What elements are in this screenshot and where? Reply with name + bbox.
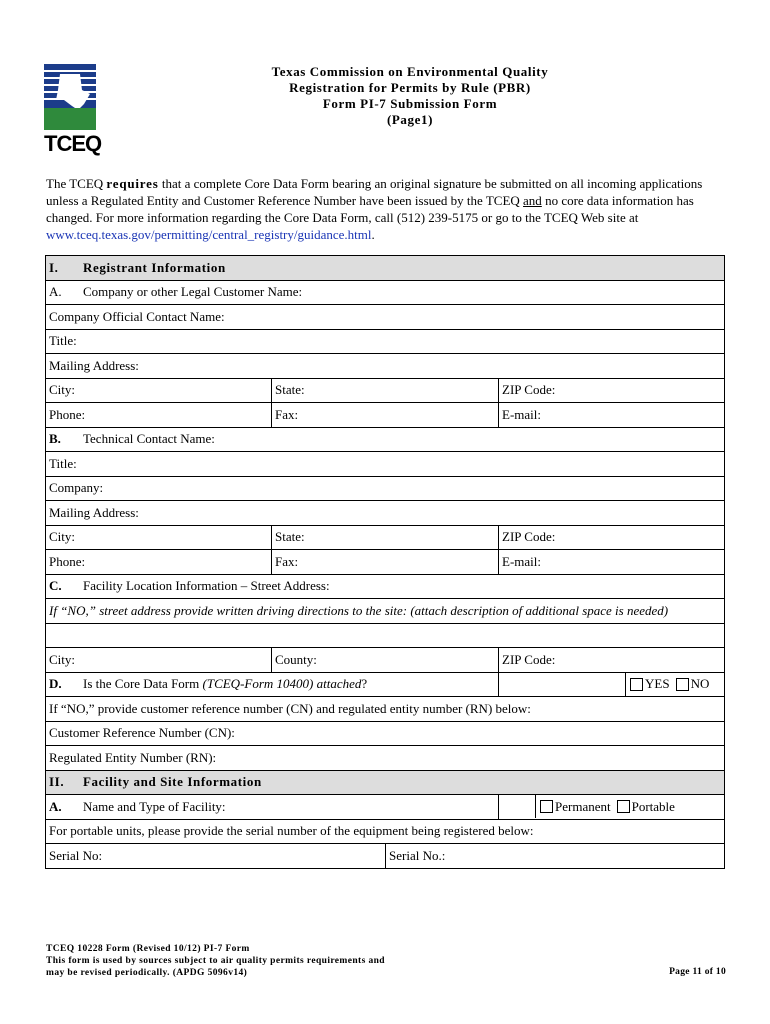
driving-directions-field[interactable] — [46, 623, 725, 648]
rn-field[interactable]: Regulated Entity Number (RN): — [46, 746, 725, 771]
zip-field[interactable]: ZIP Code: — [499, 378, 725, 403]
tech-city-field[interactable]: City: — [46, 525, 272, 550]
requires-emphasis: requires — [106, 176, 159, 191]
portable-label: Portable — [631, 798, 675, 814]
tceq-logo — [44, 64, 102, 158]
page-number: Page 11 of 10 — [669, 967, 726, 977]
permanent-checkbox[interactable] — [540, 800, 553, 813]
company-name-field[interactable]: A. Company or other Legal Customer Name: — [46, 280, 725, 305]
guidance-link[interactable]: www.tceq.texas.gov/permitting/central_registry/guidance.html — [46, 227, 372, 242]
portable-checkbox[interactable] — [617, 800, 630, 813]
cn-field[interactable]: Customer Reference Number (CN): — [46, 721, 725, 746]
intro-paragraph: The TCEQ requires that a complete Core Data Form bearing an original signature be submitted on all incoming applications unless a Regulated Entity and Customer Reference Number have been issued by the TCEQ and no core data information has changed. For more information regarding the Core Data Form, call (512) 239-5175 or go to the TCEQ Web site at www.tceq.texas.gov/permitting/central_registry/guidance.html. — [46, 176, 703, 242]
tech-mailing-field[interactable]: Mailing Address: — [46, 501, 725, 526]
tech-email-field[interactable]: E-mail: — [499, 550, 725, 575]
form-header — [200, 64, 620, 128]
header-page: (Page1) — [386, 112, 434, 127]
registration-form — [45, 255, 725, 869]
section-facility-header: II. Facility and Site Information — [46, 770, 725, 795]
tech-company-field[interactable]: Company: — [46, 476, 725, 501]
tech-zip-field[interactable]: ZIP Code: — [499, 525, 725, 550]
permanent-label: Permanent — [555, 798, 611, 814]
footer-usage: This form is used by sources subject to air quality permits requirements and — [46, 956, 385, 966]
logo-text: TCEQ — [44, 131, 102, 156]
facility-name-field[interactable]: A. Name and Type of Facility: — [46, 795, 499, 820]
no-checkbox[interactable] — [676, 678, 689, 691]
form-footer — [46, 943, 385, 979]
footer-revision: may be revised periodically. (APDG 5096v14) — [46, 968, 248, 978]
header-form-name: Form PI-7 Submission Form — [322, 96, 498, 111]
texas-map-icon — [44, 64, 96, 130]
serial-no-field-2[interactable]: Serial No.: — [386, 844, 725, 869]
and-emphasis: and — [523, 193, 542, 208]
county-field[interactable]: County: — [272, 648, 499, 673]
tech-fax-field[interactable]: Fax: — [272, 550, 499, 575]
tech-title-field[interactable]: Title: — [46, 452, 725, 477]
company-official-field[interactable]: Company Official Contact Name: — [46, 305, 725, 330]
core-data-question: D. Is the Core Data Form (TCEQ-Form 10400) attached? — [46, 672, 499, 697]
email-field[interactable]: E-mail: — [499, 403, 725, 428]
city-field[interactable]: City: — [46, 378, 272, 403]
fax-field[interactable]: Fax: — [272, 403, 499, 428]
facility-address-field[interactable]: C. Facility Location Information – Street Address: — [46, 574, 725, 599]
facility-type-options — [499, 795, 725, 820]
section-registrant-header: I. Registrant Information — [46, 256, 725, 281]
portable-units-note: For portable units, please provide the serial number of the equipment being registered below: — [46, 819, 725, 844]
facility-zip-field[interactable]: ZIP Code: — [499, 648, 725, 673]
header-agency: Texas Commission on Environmental Quality — [271, 64, 549, 79]
tech-phone-field[interactable]: Phone: — [46, 550, 272, 575]
header-registration: Registration for Permits by Rule (PBR) — [289, 80, 531, 95]
state-field[interactable]: State: — [272, 378, 499, 403]
tech-state-field[interactable]: State: — [272, 525, 499, 550]
footer-form-id: TCEQ 10228 Form (Revised 10/12) PI-7 Form — [46, 944, 250, 954]
no-label: NO — [690, 676, 710, 692]
driving-directions-note: If “NO,” street address provide written driving directions to the site: (attach description of additional space is needed) — [46, 599, 725, 624]
technical-contact-field[interactable]: B. Technical Contact Name: — [46, 427, 725, 452]
title-field[interactable]: Title: — [46, 329, 725, 354]
core-data-answer — [499, 672, 725, 697]
facility-city-field[interactable]: City: — [46, 648, 272, 673]
mailing-address-field[interactable]: Mailing Address: — [46, 354, 725, 379]
yes-checkbox[interactable] — [630, 678, 643, 691]
yes-label: YES — [645, 676, 670, 692]
phone-field[interactable]: Phone: — [46, 403, 272, 428]
if-no-note: If “NO,” provide customer reference number (CN) and regulated entity number (RN) below: — [46, 697, 725, 722]
serial-no-field-1[interactable]: Serial No: — [46, 844, 386, 869]
